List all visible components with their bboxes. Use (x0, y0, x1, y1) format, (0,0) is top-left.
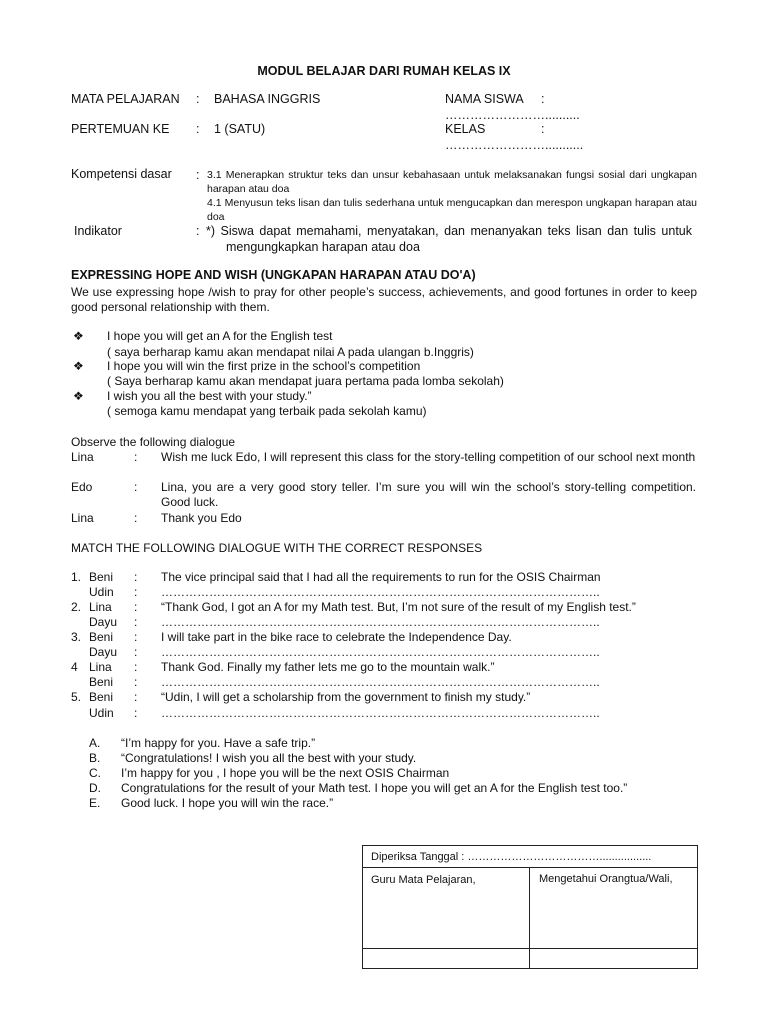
subject-value: BAHASA INGGRIS (214, 92, 321, 106)
teacher-signature-label: Guru Mata Pelajaran, (371, 874, 476, 886)
match-speaker: Beni (89, 690, 114, 704)
answer-blank[interactable]: ……………………………………………………………………………………………….. (161, 585, 600, 599)
student-name-blank: …………………….......... (445, 108, 580, 122)
option-text: Congratulations for the result of your Math test. I hope you will get an A for the English test too.” (121, 781, 628, 795)
box-divider-bottom (363, 948, 697, 949)
class-separator: : (541, 122, 545, 136)
match-item-number: 2. (71, 600, 82, 614)
subject-label: MATA PELAJARAN (71, 92, 180, 106)
dialogue-speaker: Lina (71, 511, 94, 525)
kd-item-3-1: 3.1 Menerapkan struktur teks dan unsur kebahasaan untuk melaksanakan fungsi sosial dari ungkapan harapan atau doa (207, 169, 697, 195)
box-divider-top (363, 867, 697, 868)
match-separator: : (134, 570, 138, 584)
dialogue-line: Wish me luck Edo, I will represent this class for the story-telling competition of our school next month (161, 450, 696, 464)
meeting-label: PERTEMUAN KE (71, 122, 170, 136)
match-separator: : (134, 645, 138, 659)
match-prompt: The vice principal said that I had all the requirements to run for the OSIS Chairman (161, 570, 601, 584)
match-responder: Beni (89, 675, 114, 689)
answer-blank[interactable]: ……………………………………………………………………………………………….. (161, 675, 600, 689)
match-heading: MATCH THE FOLLOWING DIALOGUE WITH THE CORRECT RESPONSES (71, 541, 483, 555)
student-name-label: NAMA SISWA (445, 92, 524, 106)
option-letter: B. (89, 751, 101, 765)
option-letter: D. (89, 781, 101, 795)
match-separator: : (134, 660, 138, 674)
example-english: I wish you all the best with your study.” (107, 389, 312, 403)
document-title: MODUL BELAJAR DARI RUMAH KELAS IX (257, 64, 511, 78)
match-speaker: Beni (89, 570, 114, 584)
kd-item-4-1: 4.1 Menyusun teks lisan dan tulis sederhana untuk mengucapkan dan merespon ungkapan harapan atau doa (207, 197, 697, 223)
subject-separator: : (196, 92, 200, 106)
match-prompt: “Udin, I will get a scholarship from the government to finish my study.” (161, 690, 531, 704)
option-text: “Congratulations! I wish you all the best with your study. (121, 751, 417, 765)
meeting-value: 1 (SATU) (214, 122, 266, 136)
indikator-separator: : (196, 224, 200, 238)
answer-blank[interactable]: ……………………………………………………………………………………………….. (161, 615, 600, 629)
option-letter: A. (89, 736, 101, 750)
match-prompt: I will take part in the bike race to celebrate the Independence Day. (161, 630, 512, 644)
match-speaker: Beni (89, 630, 114, 644)
match-item-number: 4 (71, 660, 78, 674)
option-letter: C. (89, 766, 101, 780)
meeting-separator: : (196, 122, 200, 136)
match-speaker: Lina (89, 660, 112, 674)
indikator-label: Indikator (74, 224, 122, 238)
match-item-number: 1. (71, 570, 82, 584)
check-signature-box (362, 845, 698, 969)
option-text: “I’m happy for you. Have a safe trip.” (121, 736, 316, 750)
dialogue-speaker: Edo (71, 480, 93, 494)
match-separator: : (134, 600, 138, 614)
indikator-line-2: mengungkapkan harapan atau doa (226, 240, 420, 254)
example-indonesian: ( semoga kamu mendapat yang terbaik pada sekolah kamu) (107, 404, 427, 418)
match-separator: : (134, 690, 138, 704)
match-separator: : (134, 706, 138, 720)
kd-label: Kompetensi dasar (71, 167, 172, 181)
box-divider-vertical (529, 867, 530, 968)
answer-blank[interactable]: ……………………………………………………………………………………………….. (161, 706, 600, 720)
match-item-number: 3. (71, 630, 82, 644)
option-letter: E. (89, 796, 101, 810)
dialogue-separator: : (134, 450, 138, 464)
bullet-diamond-icon: ❖ (73, 389, 84, 403)
dialogue-intro: Observe the following dialogue (71, 435, 236, 449)
match-separator: : (134, 585, 138, 599)
match-speaker: Lina (89, 600, 112, 614)
dialogue-line: Lina, you are a very good story teller. I’m sure you will win the school’s story-telling competition. Good luck. (161, 480, 696, 509)
parent-signature-label: Mengetahui Orangtua/Wali, (539, 873, 673, 885)
dialogue-speaker: Lina (71, 450, 94, 464)
example-indonesian: ( saya berharap kamu akan mendapat nilai A pada ulangan b.Inggris) (107, 345, 474, 359)
class-blank: ……………………........... (445, 138, 584, 152)
match-responder: Udin (89, 585, 114, 599)
class-label: KELAS (445, 122, 486, 136)
student-name-separator: : (541, 92, 545, 106)
example-english: I hope you will win the first prize in the school’s competition (107, 359, 421, 373)
bullet-diamond-icon: ❖ (73, 329, 84, 343)
example-indonesian: ( Saya berharap kamu akan mendapat juara pertama pada lomba sekolah) (107, 374, 504, 388)
section-heading: EXPRESSING HOPE AND WISH (UNGKAPAN HARAPAN ATAU DO'A) (71, 268, 476, 282)
match-item-number: 5. (71, 690, 82, 704)
dialogue-line: Thank you Edo (161, 511, 242, 525)
match-responder: Dayu (89, 645, 118, 659)
match-separator: : (134, 615, 138, 629)
option-text: Good luck. I hope you will win the race.” (121, 796, 334, 810)
option-text: I’m happy for you , I hope you will be the next OSIS Chairman (121, 766, 450, 780)
answer-blank[interactable]: ……………………………………………………………………………………………….. (161, 645, 600, 659)
match-prompt: Thank God. Finally my father lets me go to the mountain walk.” (161, 660, 495, 674)
bullet-diamond-icon: ❖ (73, 359, 84, 373)
section-intro: We use expressing hope /wish to pray for other people’s success, achievements, and good fortunes in order to keep good personal relationship with them. (71, 285, 697, 314)
match-prompt: “Thank God, I got an A for my Math test. But, I’m not sure of the result of my English test.” (161, 600, 636, 614)
dialogue-separator: : (134, 480, 138, 494)
example-english: I hope you will get an A for the English test (107, 329, 333, 343)
match-separator: : (134, 630, 138, 644)
match-separator: : (134, 675, 138, 689)
indikator-line-1: *) Siswa dapat memahami, menyatakan, dan menanyakan teks lisan dan tulis untuk (206, 224, 692, 238)
match-responder: Dayu (89, 615, 118, 629)
dialogue-separator: : (134, 511, 138, 525)
kd-separator: : (196, 168, 200, 182)
checked-date-label: Diperiksa Tanggal : ………………………………................. (371, 851, 652, 863)
match-responder: Udin (89, 706, 114, 720)
